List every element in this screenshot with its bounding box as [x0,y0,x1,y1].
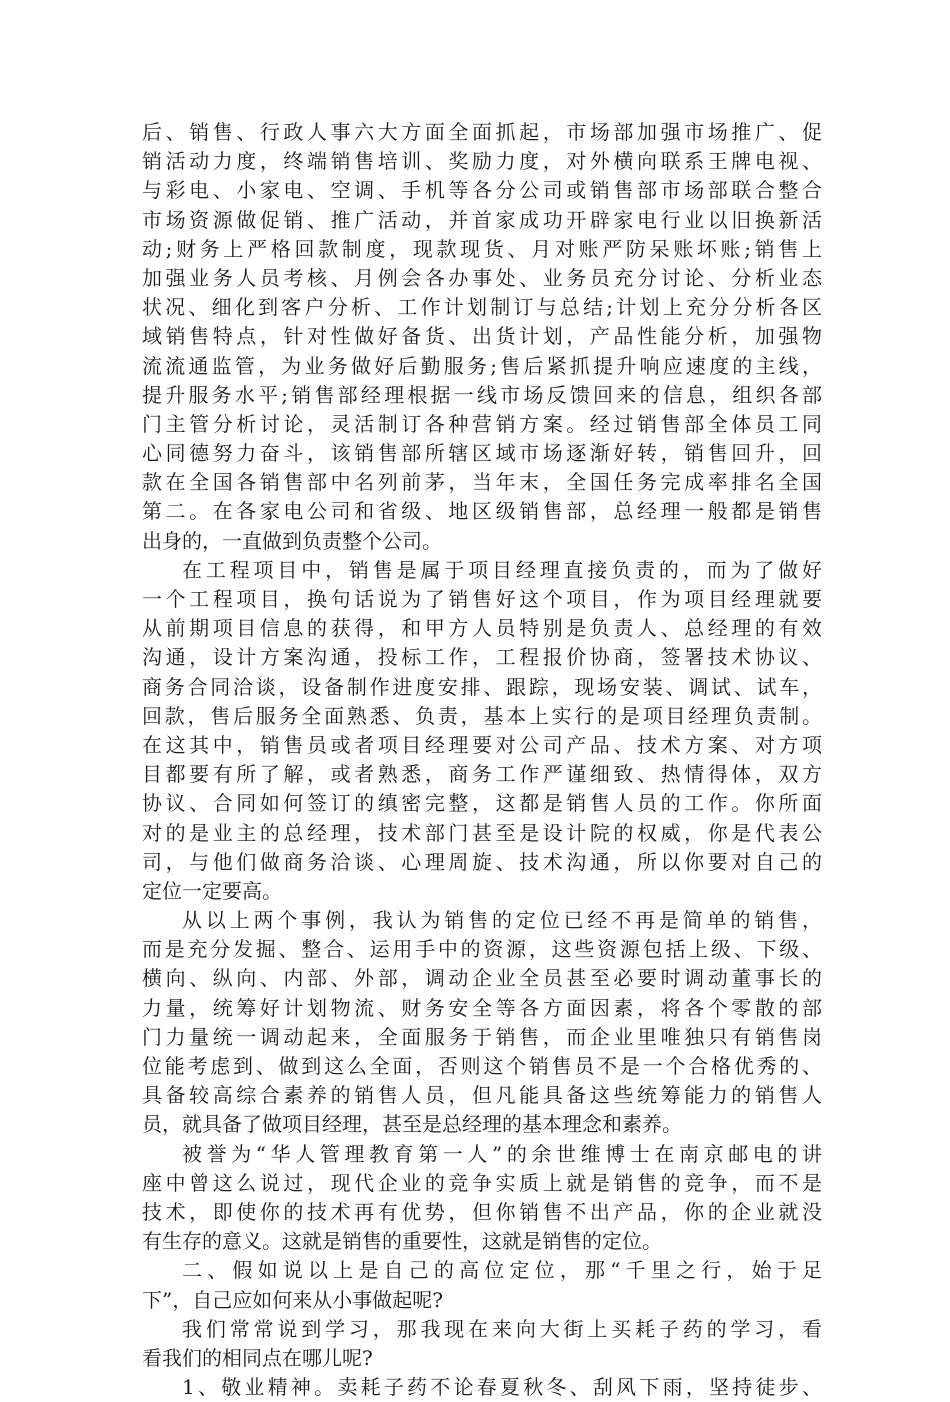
text-line: 状况、细化到客户分析、工作计划制订与总结;计划上充分分析各区 [142,295,822,320]
document-body [142,118,822,1402]
text-line: 市场资源做促销、推广活动，并首家成功开辟家电行业以旧换新活 [142,207,822,232]
text-line: 一个工程项目，换句话说为了销售好这个项目，作为项目经理就要 [142,587,822,611]
text-line: 款在全国各销售部中名列前茅，当年末，全国任务完成率排名全国 [142,470,822,495]
text-line: 出身的，一直做到负责整个公司。 [142,528,442,553]
text-line: 力量，统筹好计划物流、财务安全等各方面因素，将各个零散的部 [142,995,822,1020]
text-line: 有生存的意义。这就是销售的重要性，这就是销售的定位。 [142,1229,662,1254]
text-line: 在工程项目中，销售是属于项目经理直接负责的，而为了做好 [182,557,822,582]
text-line: 员，就具备了做项目经理，甚至是总经理的基本理念和素养。 [142,1112,682,1137]
text-line: 我们常常说到学习，那我现在来向大街上买耗子药的学习，看 [182,1316,822,1341]
text-line: 流流通监管，为业务做好后勤服务;售后紧抓提升响应速度的主线， [142,353,822,378]
text-line: 看我们的相同点在哪儿呢? [142,1345,373,1370]
text-line: 定位一定要高。 [142,878,282,903]
text-line: 与彩电、小家电、空调、手机等各分公司或销售部市场部联合整合 [142,178,822,203]
text-line: 域销售特点，针对性做好备货、出货计划，产品性能分析，加强物 [142,324,822,349]
text-line: 下”，自己应如何来从小事做起呢? [142,1287,443,1312]
text-line: 从前期项目信息的获得，和甲方人员特别是负责人、总经理的有效 [142,616,822,641]
text-line: 横向、纵向、内部、外部，调动企业全员甚至必要时调动董事长的 [142,966,822,991]
text-line: 目都要有所了解，或者熟悉，商务工作严谨细致、热情得体，双方 [142,762,822,787]
text-line: 门主管分析讨论，灵活制订各种营销方案。经过销售部全体员工同 [142,411,822,436]
text-line: 座中曾这么说过，现代企业的竞争实质上就是销售的竞争，而不是 [142,1170,822,1195]
text-line: 门力量统一调动起来，全面服务于销售，而企业里唯独只有销售岗 [142,1024,822,1049]
text-line: 司，与他们做商务洽谈、心理周旋、技术沟通，所以你要对自己的 [142,849,822,874]
text-line: 而是充分发掘、整合、运用手中的资源，这些资源包括上级、下级、 [142,937,822,962]
text-line: 销活动力度，终端销售培训、奖励力度，对外横向联系王牌电视、 [142,149,822,174]
text-line: 从以上两个事例，我认为销售的定位已经不再是简单的销售， [182,908,822,933]
text-line: 1、敬业精神。卖耗子药不论春夏秋冬、刮风下雨，坚持徒步、 [182,1375,822,1400]
text-line: 位能考虑到、做到这么全面，否则这个销售员不是一个合格优秀的、 [142,1054,822,1078]
text-line: 后、销售、行政人事六大方面全面抓起，市场部加强市场推广、促 [142,120,822,144]
text-line: 沟通，设计方案沟通，投标工作，工程报价协商，签署技术协议、 [142,645,822,670]
text-line: 协议、合同如何签订的缜密完整，这都是销售人员的工作。你所面 [142,791,822,816]
text-line: 回款，售后服务全面熟悉、负责，基本上实行的是项目经理负责制。 [142,703,822,728]
text-line: 被誉为“华人管理教育第一人”的余世维博士在南京邮电的讲 [182,1141,822,1166]
text-line: 商务合同洽谈，设备制作进度安排、跟踪，现场安装、调试、试车， [142,674,822,699]
text-line: 二、假如说以上是自己的高位定位，那“千里之行，始于足 [182,1258,822,1283]
text-line: 加强业务人员考核、月例会各办事处、业务员充分讨论、分析业态 [142,265,822,290]
text-line: 在这其中，销售员或者项目经理要对公司产品、技术方案、对方项 [142,732,822,757]
text-line: 第二。在各家电公司和省级、地区级销售部，总经理一般都是销售 [142,499,822,524]
text-line: 对的是业主的总经理，技术部门甚至是设计院的权威，你是代表公 [142,820,822,845]
text-line: 技术，即使你的技术再有优势，但你销售不出产品，你的企业就没 [142,1199,822,1224]
text-line: 动;财务上严格回款制度，现款现货、月对账严防呆账坏账;销售上 [142,236,822,261]
text-line: 心同德努力奋斗，该销售部所辖区域市场逐渐好转，销售回升，回 [142,441,822,466]
text-line: 提升服务水平;销售部经理根据一线市场反馈回来的信息，组织各部 [142,382,822,407]
text-line: 具备较高综合素养的销售人员，但凡能具备这些统筹能力的销售人 [142,1083,822,1108]
